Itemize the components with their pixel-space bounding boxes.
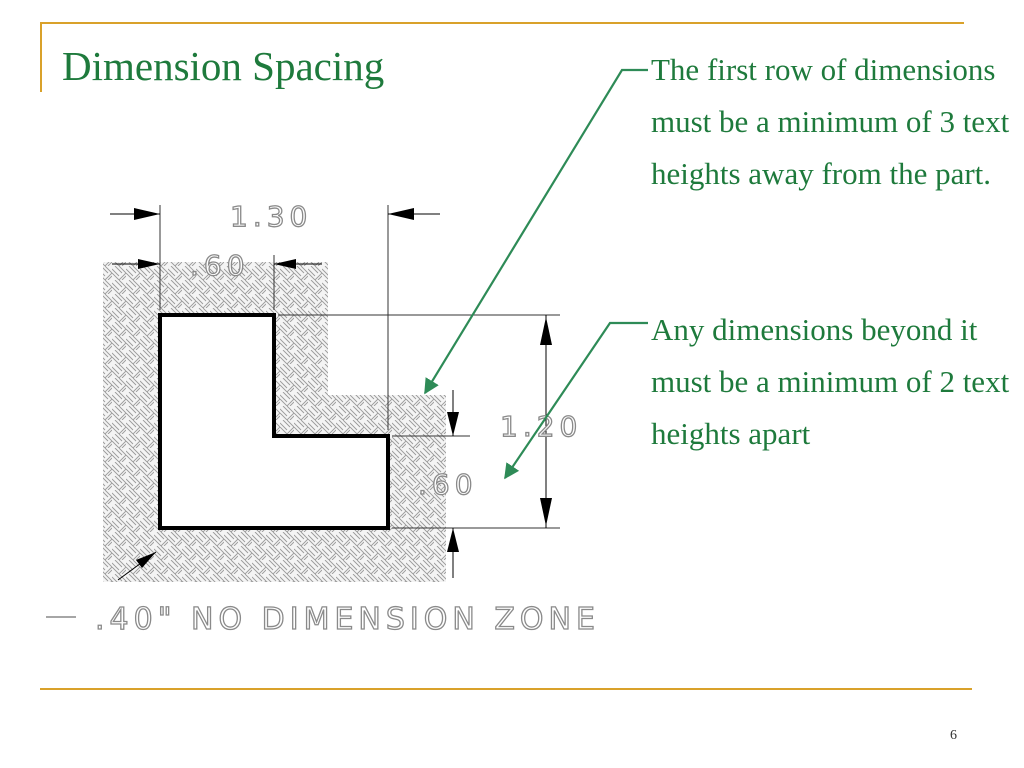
dim-upper-60-label: .60	[190, 249, 250, 282]
note-beyond: Any dimensions beyond it must be a minimum of 2 text heights apart	[651, 312, 1010, 451]
zone-label: .40" NO DIMENSION ZONE	[95, 602, 600, 637]
slide-number: 6	[950, 728, 957, 743]
dimension-1-20	[500, 315, 582, 528]
dim-right-60-label: .60	[418, 468, 478, 501]
note-first-row: The first row of dimensions must be a minimum of 3 text heights away from the part.	[651, 52, 1010, 191]
slide-title: Dimension Spacing	[62, 43, 385, 89]
first-row-leader	[425, 70, 648, 393]
beyond-leader	[505, 323, 648, 478]
dim-1-20-label: 1.20	[500, 410, 583, 443]
dim-1-30-label: 1.30	[230, 200, 313, 233]
